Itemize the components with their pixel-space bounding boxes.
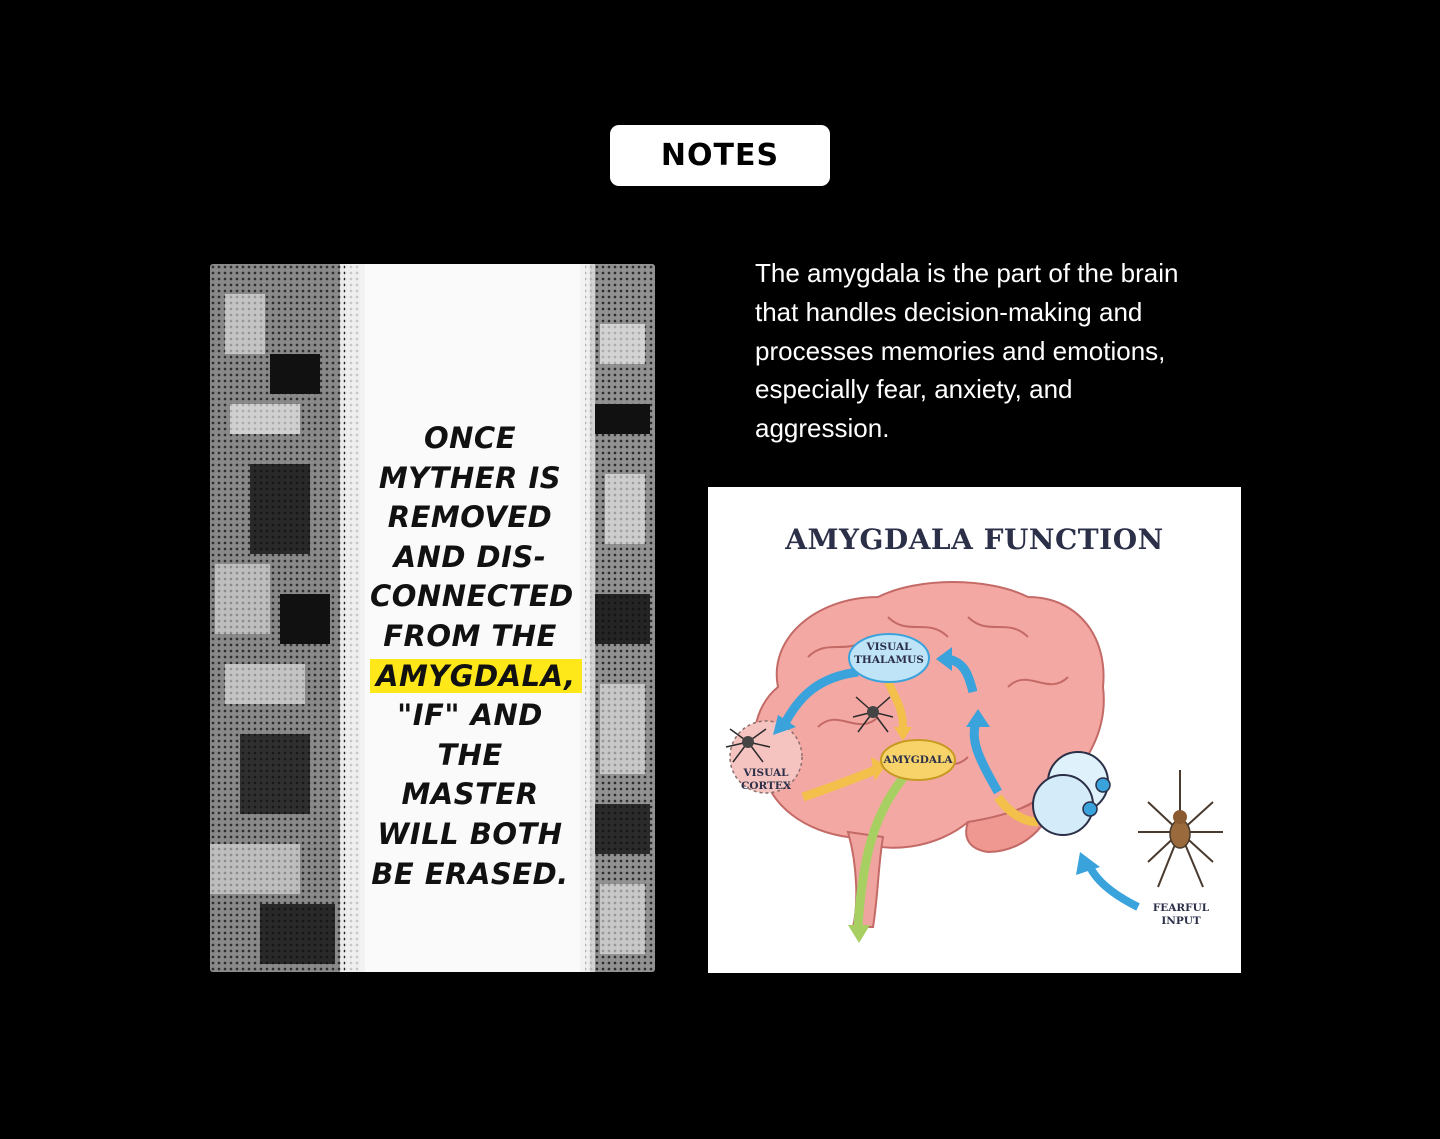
- manga-line: CONNECTED: [370, 579, 574, 614]
- label-visual-thalamus: VISUAL THALAMUS: [854, 641, 924, 666]
- manga-line: "IF" AND: [397, 698, 543, 733]
- notes-paragraph: The amygdala is the part of the brain that handles decision-making and processes memories and emotions, especially fear, anxiety, and aggression.: [755, 258, 1179, 444]
- label-fearful-input: FEARFUL INPUT: [1152, 902, 1210, 927]
- diagram-title: AMYGDALA FUNCTION: [785, 523, 1164, 556]
- manga-line: AND DIS-: [393, 539, 547, 574]
- manga-line: WILL BOTH: [377, 816, 563, 851]
- manga-line: THE MASTER: [401, 737, 539, 812]
- manga-line: BE ERASED.: [371, 856, 569, 891]
- amygdala-diagram: [708, 487, 1241, 973]
- label-amygdala: AMYGDALA: [883, 754, 953, 766]
- brain-illustration: [708, 487, 1241, 973]
- manga-caption: [370, 419, 576, 894]
- notes-badge: NOTES: [610, 125, 830, 186]
- label-visual-cortex: VISUAL CORTEX: [740, 767, 791, 792]
- manga-line: ONCE: [423, 421, 517, 455]
- manga-highlight: AMYGDALA,: [370, 659, 582, 693]
- manga-line: FROM THE: [383, 618, 557, 653]
- manga-panel-image: [210, 264, 655, 972]
- manga-line: REMOVED: [387, 500, 553, 535]
- manga-line: MYTHER IS: [378, 460, 562, 495]
